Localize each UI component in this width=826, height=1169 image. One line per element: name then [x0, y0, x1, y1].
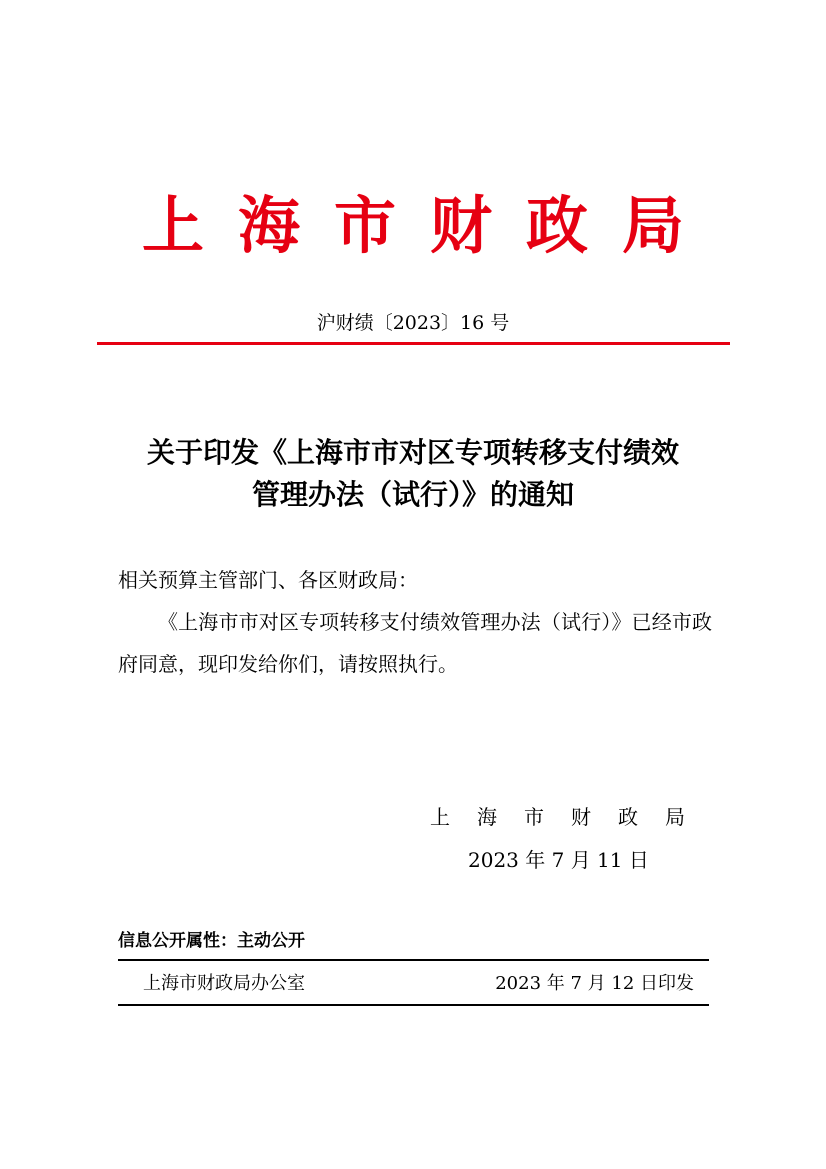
issuer-char: 政 [618, 805, 638, 829]
masthead-title: 上海市财政局 [141, 189, 718, 262]
issue-date: 2023 年 7 月 11 日 [468, 848, 649, 872]
issuer-char: 局 [665, 805, 685, 829]
salutation: 相关预算主管部门、各区财政局： [118, 568, 418, 592]
issuer-signature [430, 802, 685, 832]
document-title-line-1: 关于印发《上海市市对区专项转移支付绩效 [146, 436, 679, 469]
issuer-char: 财 [571, 805, 591, 829]
document-title [100, 432, 726, 516]
document-title-line-2: 管理办法（试行）》的通知 [251, 478, 574, 511]
disclosure-attribute: 信息公开属性：主动公开 [118, 931, 305, 951]
issuer-char: 海 [477, 805, 497, 829]
red-divider-line [97, 342, 730, 345]
issuer-char: 上 [430, 805, 450, 829]
footer-bottom-rule [118, 1004, 709, 1006]
document-body [118, 559, 712, 685]
issuer-char: 市 [524, 805, 544, 829]
document-number: 沪财绩〔2023〕16 号 [316, 312, 510, 334]
footer-print-date: 2023 年 7 月 12 日印发 [495, 973, 694, 994]
footer-row [118, 970, 694, 998]
footer-office: 上海市财政局办公室 [143, 973, 305, 994]
footer-top-rule [118, 959, 709, 961]
body-paragraph: 《上海市市对区专项转移支付绩效管理办法（试行）》已经市政府同意，现印发给你们，请按照执行。 [118, 610, 712, 676]
